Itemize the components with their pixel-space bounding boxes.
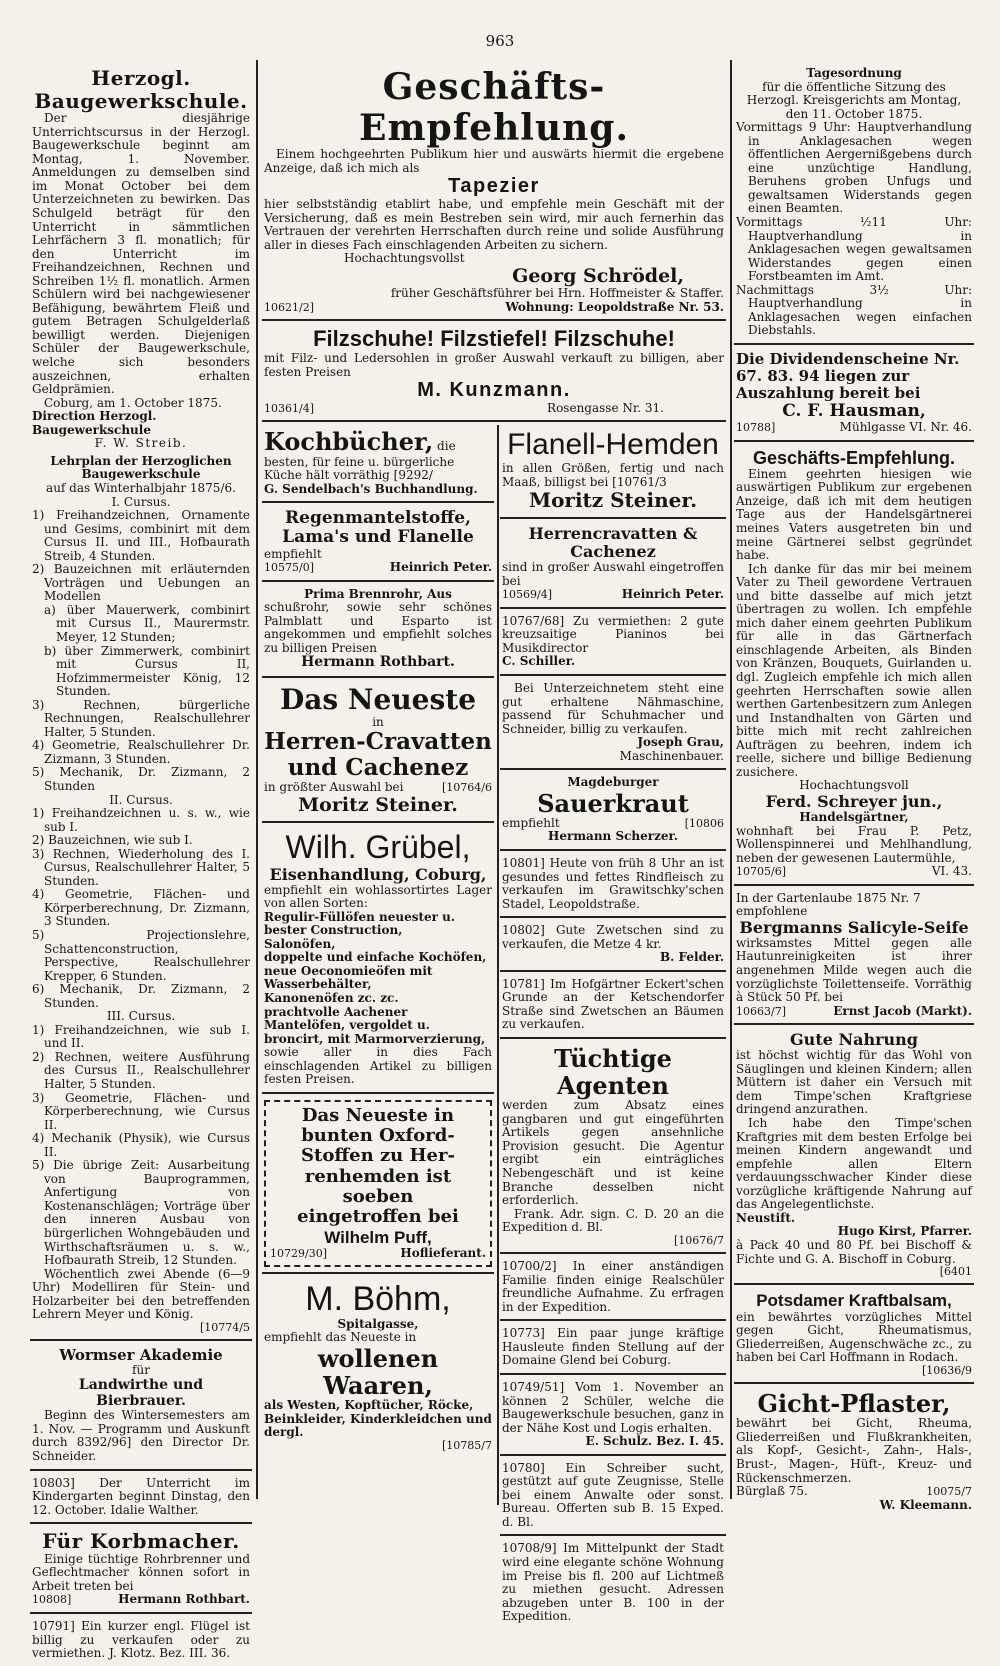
ad-title: Geschäfts-Empfehlung.	[752, 447, 956, 468]
ad-footer	[736, 421, 972, 435]
list-item: 2) Bauzeichnen mit erläuternden Vorträgen und Uebungen an Modellen	[32, 562, 250, 604]
ad-name: Hermann Rothbart.	[301, 654, 455, 671]
ad-text: sind in großer Auswahl eingetroffen bei	[502, 560, 724, 588]
ad-name: Joseph Grau,	[637, 735, 724, 750]
ad-title: Wilh. Grübel,	[285, 829, 471, 866]
ad-line: Das Neueste in	[301, 1104, 455, 1126]
ad-title: Sauerkraut	[537, 788, 689, 818]
ad-subtitle: Eisenhandlung, Coburg,	[269, 864, 487, 884]
ad-text: 10773] Ein paar junge kräftige Hausleute finden Stellung auf der Domaine Glend bei Coburg.	[502, 1326, 724, 1368]
ad-text: Bei Unterzeichnetem steht eine gut erhaltene Nähmaschine, passend für Schuhmacher und Schneider, billig zu verkaufen.	[502, 680, 724, 736]
list-item: 5) Die übrige Zeit: Ausarbeitung von Bauprogrammen, Anfertigung von Kostenanschlägen; Vorträge über den inneren Ausbau von bürgerlichen Wohngebäuden und Wirthschaftsräumen u. s. w., Hofbaurath Streib, 12 Stunden.	[32, 1158, 250, 1268]
ad-text: 10780] Ein Schreiber sucht, gestützt auf gute Zeugnisse, Stelle bei einem Anwalte oder sonst. Bureau. Offerten sub B. 15 Exped. d. Bl.	[502, 1460, 724, 1529]
ad-text: bewährt bei Gicht, Rheuma, Gliederreißen und Flußkrankheiten, als Kopf-, Gesicht-, Zahn-, Hals-, Brust-, Magen-, Hüft-, Kreuz- und Rückenschmerzen.	[736, 1416, 972, 1485]
ad-wohnung	[500, 1539, 726, 1628]
ad-name: Ernst Jacob (Markt).	[833, 1003, 972, 1018]
ad-code: 10075/7	[926, 1485, 972, 1499]
ad-footer	[736, 865, 972, 879]
ad-text: für die öffentliche Sitzung des Herzogl. Kreisgerichts am Montag, den 11. October 1875.	[746, 79, 962, 121]
ad-text: 10801] Heute von früh 8 Uhr an ist gesundes und fettes Rindfleisch zu verkaufen im Grawitschky'schen Stadel, Leopoldstraße.	[502, 856, 724, 911]
ad-title: Regenmantelstoffe, Lama's und Flanelle	[282, 508, 474, 548]
ad-name: C. F. Hausman,	[782, 400, 926, 421]
ad-text: 10700/2] In einer anständigen Familie finden einige Realschüler freundliche Aufnahme. Zu erfragen in der Expedition.	[502, 1259, 724, 1314]
middle-subcolumns	[262, 425, 726, 1624]
address: VI. 43.	[931, 864, 972, 879]
column-middle	[262, 64, 726, 1624]
ad-text: Der diesjährige Unterrichtscursus in der Herzogl. Baugewerkschule beginnt am Montag, 1. November. Anmeldungen zu demselben sind im Monat October bei dem Unterzeichneten zu bewirken. Das Schulgeld beträgt für den Unterricht in sämmtlichen Lehrfächern 3 fl. monatlich; für den Unterricht im Freihandzeichnen, Rechnen und Schreiben 1½ fl. monatlich. Armen Schülern wird bei nachgewiesener Befähigung, bewährtem Fleiß und gutem Betragen Schulgelderlaß bewilligt werden. Diejenigen Schüler der Baugewerkschule, welche sich besonders auszeichnen, erhalten Geldprämien.	[32, 111, 250, 397]
ad-line: Magdeburger	[567, 775, 659, 790]
ad-gruebel	[262, 826, 494, 1093]
ad-subtitle: Spitalgasse,	[337, 1316, 419, 1331]
course-heading: II. Cursus.	[109, 792, 173, 807]
ad-name: Moritz Steiner.	[298, 793, 458, 816]
address: Rosengasse Nr. 31.	[547, 400, 664, 415]
column-rule	[256, 60, 258, 1499]
course-1-list	[32, 509, 250, 793]
ad-name: G. Sendelbach's Buchhandlung.	[264, 481, 478, 496]
ad-brennrohr	[262, 585, 494, 679]
address: Bürglaß 75.	[736, 1484, 808, 1499]
ad-footer	[32, 1593, 250, 1607]
ad-das-neueste-cravatten	[262, 681, 494, 823]
ad-text: in größter Auswahl bei	[264, 780, 404, 795]
ad-subtitle: Herren-Cravatten	[264, 728, 492, 756]
ad-text: 10767/68] Zu vermiethen: 2 gute kreuzsaitige Pianinos bei Musikdirector	[502, 613, 724, 655]
ad-footer	[736, 1005, 972, 1019]
course-2-list	[32, 807, 250, 1010]
list-item: 5) Projectionslehre, Schattenconstruction, Perspective, Realschullehrer Krepper, 6 Stunden.	[32, 928, 250, 983]
list-item: 1) Freihandzeichnen u. s. w., wie sub I.	[32, 806, 250, 834]
signature: Direction Herzogl. Baugewerkschule	[32, 409, 157, 437]
ad-gicht-pflaster	[734, 1387, 974, 1517]
ad-code: 10621/2]	[264, 300, 314, 314]
ad-title: Filzschuhe! Filzstiefel! Filzschuhe!	[313, 326, 675, 352]
ad-title: Herzogl. Baugewerkschule.	[34, 66, 248, 113]
ad-big: wollenen Waaren,	[317, 1344, 439, 1401]
ad-footer	[264, 781, 492, 795]
ad-text: hier selbstständig etablirt habe, und empfehle mein Geschäft mit der Versicherung, daß es mein Bestreben sein wird, mir auch fernerhin das Vertrauen der verehrten Herrschaften durch reine und solide Ausführung aller in dieses Fach einschlagenden Arbeiten zu sichern.	[264, 197, 724, 252]
list-item: 4) Geometrie, Flächen- und Körperberechnung, Dr. Zizmann, 3 Stunden.	[32, 887, 250, 929]
ad-text: ist höchst wichtig für das Wohl von Säuglingen und kleinen Kindern; allen Müttern ist daher ein Versuch mit dem Timpe'schen Kraftgriese dringend anzurathen.	[736, 1048, 972, 1117]
ad-text: Einem hochgeehrten Publikum hier und auswärts hiermit die ergebene Anzeige, daß ich mich als	[264, 147, 724, 175]
ad-name: E. Schulz. Bez. I. 45.	[585, 1434, 724, 1449]
ad-title: Für Korbmacher.	[42, 1529, 240, 1554]
list-item: Vormittags 9 Uhr: Hauptverhandlung in Anklagesachen wegen öffentlichen Aergernißgebens durch eine unzüchtige Handlung, Beruhens groben Unfugs und gewaltsamen Widerstands gegen einen Beamten.	[736, 120, 972, 216]
ad-title: Das Neueste	[279, 683, 477, 717]
list-item: doppelte und einfache Kochöfen, neue Oeconomieöfen mit Wasserbehälter,	[264, 950, 487, 992]
ad-fluegel	[30, 1617, 252, 1666]
list-item: Kanonenöfen zc. zc.	[264, 990, 399, 1005]
ad-code: [10764/6	[442, 781, 492, 795]
ad-title: Gicht-Pflaster,	[757, 1389, 951, 1419]
ad-text: Einige tüchtige Rohrbrenner und Geflechtmacher können sofort in Arbeit treten bei	[32, 1551, 250, 1593]
ad-text: Frank. Adr. sign. C. D. 20 an die Expedition d. Bl.	[502, 1206, 724, 1235]
ad-boehm	[262, 1277, 494, 1458]
ad-sauerkraut	[500, 773, 726, 851]
ad-oxford	[262, 1097, 494, 1274]
ad-text: In der Gartenlaube 1875 Nr. 7 empfohlene	[736, 890, 921, 919]
ad-footer	[270, 1247, 486, 1261]
ad-potsdamer	[734, 1288, 974, 1384]
address: Wohnung: Leopoldstraße Nr. 53.	[505, 299, 724, 314]
ad-title: Geschäfts-Empfehlung.	[359, 66, 629, 149]
ad-name: C. Schiller.	[502, 654, 576, 669]
ad-code: 10705/6]	[736, 865, 786, 879]
ad-code: [10636/9	[922, 1363, 972, 1377]
ad-schueler	[500, 1378, 726, 1456]
ad-subtitle: und Cachenez	[287, 754, 469, 782]
ad-text: als Westen, Kopftücher, Röcke, Beinkleider, Kinderkleidchen und dergl.	[264, 1398, 492, 1440]
ad-footer	[264, 402, 724, 416]
ad-text: 10708/9] Im Mittelpunkt der Stadt wird eine elegante schöne Wohnung im Preise bis fl. 200 auf Lichtmeß zu miethen gesucht. Adressen abzugeben unter B. 100 in der Expedition.	[502, 1541, 724, 1624]
ad-text: Einem geehrten hiesigen wie auswärtigen Publikum zur ergebenen Anzeige, daß ich mit dem heutigen Tage aus der Handelsgärtnerei meines Vaters ausgetreten bin und meine Gärtnerei selbst gegründet habe.	[736, 466, 972, 563]
ad-text: Wöchentlich zwei Abende (6—9 Uhr) Modelliren für Stein- und Holzarbeiter bei den betreffenden Lehrern Meyer und König.	[32, 1266, 250, 1322]
ad-text: früher Geschäftsführer bei Hrn. Hoffmeister & Staffer.	[390, 286, 724, 301]
ad-text: Beginn des Wintersemesters am 1. Nov. — Programm und Auskunft durch 8392/96] den Director Dr. Schneider.	[32, 1408, 250, 1464]
ad-hausleute	[500, 1324, 726, 1375]
ad-code: 10729/30]	[270, 1246, 327, 1260]
ad-trade: Maschinenbauer.	[619, 748, 724, 763]
ad-regenmantel	[262, 506, 494, 582]
ad-title: Gute Nahrung	[790, 1030, 918, 1050]
ad-line: Stoffen zu Her-	[301, 1145, 455, 1167]
course-3-list	[32, 1024, 250, 1268]
ad-code: 10808]	[32, 1593, 72, 1607]
ad-trade: Handelsgärtner,	[799, 810, 909, 825]
ad-kindergarten	[30, 1474, 252, 1525]
ad-name: Hermann Rothbart.	[118, 1592, 250, 1607]
ad-title: M. Böhm,	[305, 1279, 451, 1318]
ad-name: M. Kunzmann.	[417, 379, 571, 402]
ad-title: Kochbücher,	[264, 427, 434, 457]
ad-name: B. Felder.	[660, 950, 724, 965]
list-item: 1) Freihandzeichnen, wie sub I. und II.	[32, 1022, 250, 1051]
ad-tagesordnung	[734, 64, 974, 345]
ad-text: sowie aller in dies Fach einschlagenden Artikel zu billigen festen Preisen.	[264, 1045, 492, 1087]
ad-herrencravatten	[500, 522, 726, 609]
ad-text: 10802] Gute Zwetschen sind zu verkaufen, die Metze 4 kr.	[502, 923, 724, 951]
column-right	[734, 64, 974, 1512]
ad-text: empfiehlt ein wohlassortirtes Lager von allen Sorten:	[264, 882, 492, 911]
list-item: b) über Zimmerwerk, combinirt mit Cursus II, Hofzimmermeister König, 12 Stunden.	[44, 643, 250, 699]
ad-name: Moritz Steiner.	[528, 488, 698, 513]
ad-code: 10361/4]	[264, 401, 314, 415]
ad-title: Tagesordnung	[806, 66, 902, 80]
ad-title: Prima Brennrohr, Aus	[304, 586, 452, 601]
column-middle-right	[500, 425, 726, 1624]
ad-text: ein bewährtes vorzügliches Mittel gegen Gicht, Rheumatismus, Gliederreißen, Augenschwäche zc., zu haben bei Carl Hoffmann in Rodach.	[736, 1309, 972, 1365]
ad-title: Herrencravatten & Cachenez	[528, 524, 698, 562]
ad-text: empfiehlt	[264, 546, 322, 561]
course-heading: III. Cursus.	[106, 1009, 176, 1024]
list-item: 3) Rechnen, bürgerliche Rechnungen, Realschullehrer Halter, 5 Stunden.	[32, 697, 250, 739]
ad-title: Potsdamer Kraftbalsam,	[756, 1291, 952, 1311]
ad-text: empfiehlt	[502, 815, 560, 830]
list-item: Vormittags ½11 Uhr: Hauptverhandlung in Anklagesachen wegen gewaltsamen Widerstandes gegen einen Forstbeamten im Amt.	[736, 215, 972, 284]
ad-title: Wormser Akademie	[59, 1346, 223, 1365]
list-item: a) über Mauerwerk, combinirt mit Cursus II., Maurermstr. Meyer, 12 Stunden;	[44, 602, 250, 644]
ad-text: für	[132, 1363, 150, 1378]
ad-line: bunten Oxford-	[301, 1125, 455, 1147]
ad-text: 10781] Im Hofgärtner Eckert'schen Grunde an der Ketschendorfer Straße sind Zwetschen an Bäumen zu verkaufen.	[502, 976, 724, 1032]
ad-salicyl-seife	[734, 889, 974, 1025]
ad-gute-nahrung	[734, 1028, 974, 1285]
ad-wormser-akademie	[30, 1344, 252, 1470]
list-item: Nachmittags 3½ Uhr: Hauptverhandlung in Anklagesachen wegen einfachen Diebstahls.	[736, 282, 972, 338]
list-item: 5) Mechanik, Dr. Zizmann, 2 Stunden	[32, 765, 250, 793]
ad-realschueler	[500, 1257, 726, 1321]
course-heading: I. Cursus.	[111, 494, 171, 509]
ad-footer	[264, 301, 724, 315]
ad-name: Hugo Kirst, Pfarrer.	[837, 1224, 972, 1239]
ad-code: 10663/7]	[736, 1004, 786, 1018]
list-item: 4) Geometrie, Realschullehrer Dr. Zizmann, 3 Stunden.	[32, 738, 250, 766]
list-item: 6) Mechanik, Dr. Zizmann, 2 Stunden.	[32, 982, 250, 1010]
column-middle-left	[262, 425, 494, 1505]
ad-place: Neustift.	[736, 1210, 796, 1225]
ad-code: [6401	[939, 1265, 972, 1279]
ad-text: Ich habe den Timpe'schen Kraftgries mit dem besten Erfolge bei meinen Kindern angewandt und empfehle allen Eltern verdauungsschwacher Kinder diese vorzügliche kräftigende Nahrung auf das Angelegentlichste.	[736, 1116, 972, 1212]
column-rule	[730, 60, 732, 1499]
ad-line: renhemden ist soeben	[304, 1165, 452, 1208]
ad-text: empfiehlt das Neueste in	[264, 1330, 417, 1345]
ad-geschaefts-empfehlung	[262, 64, 726, 321]
ad-text: 10791] Ein kurzer engl. Flügel ist billig zu verkaufen oder zu vermiethen. J. Klotz. Bez. III. 36.	[32, 1619, 250, 1661]
ad-text: à Pack 40 und 80 Pf. bei Bischoff & Fichte und G. A. Bischoff in Coburg.	[736, 1237, 972, 1266]
ad-code: [10676/7	[674, 1233, 724, 1247]
ad-name: Hermann Scherzer.	[548, 829, 678, 844]
oxford-box	[264, 1100, 492, 1267]
ad-zwetschen	[500, 921, 726, 972]
ad-name: W. Kleemann.	[879, 1497, 972, 1512]
ad-rindfleisch	[500, 854, 726, 918]
ad-baugewerkschule	[30, 64, 252, 1341]
ad-footer	[502, 588, 724, 602]
ad-agenten	[500, 1042, 726, 1254]
ad-code: 10575/0]	[264, 561, 314, 575]
column-left	[30, 64, 252, 1661]
ad-code: 10788]	[736, 420, 776, 434]
list-item: prachtvolle Aachener Mantelöfen, vergoldet u. broncirt, mit Marmorverzierung,	[264, 1004, 486, 1046]
list-item: 4) Mechanik (Physik), wie Cursus II.	[32, 1131, 250, 1159]
ad-korbmacher	[30, 1527, 252, 1614]
ad-pianinos	[500, 612, 726, 676]
ad-name: Wilhelm Puff,	[324, 1227, 432, 1247]
dateline: Coburg, am 1. October 1875.	[44, 395, 222, 410]
address: Mühlgasse VI. Nr. 46.	[839, 419, 972, 434]
list-item: 3) Rechnen, Wiederholung des I. Cursus, Realschullehrer Halter, 5 Stunden.	[32, 846, 250, 888]
ad-footer	[264, 561, 492, 575]
lehrplan-subtitle: auf das Winterhalbjahr 1875/6.	[46, 480, 236, 495]
ad-firm: Hoflieferant.	[400, 1245, 486, 1260]
ad-name: Georg Schrödel,	[512, 264, 684, 287]
ad-naehmaschine	[500, 679, 726, 770]
ad-filzschuhe	[262, 324, 726, 422]
ad-text: Die Dividendenscheine Nr. 67. 83. 94 liegen zur Auszahlung bereit bei	[736, 349, 960, 402]
address: wohnhaft bei Frau P. Petz, Wollenspinnerei und Mehlhandlung, neben der gewesenen Lautermühle,	[736, 823, 972, 865]
ad-text: in allen Größen, fertig und nach Maaß, billigst bei [10761/3	[502, 461, 724, 489]
ad-code: [10806	[684, 816, 724, 830]
ad-text: wirksamstes Mittel gegen alle Hautunreinigkeiten ist ihrer angenehmen Milde wegen auch die vorzüglichste Toilettenseife. Vorräthig à Stück 50 Pf. bei	[736, 935, 972, 1005]
ad-text: 10749/51] Vom 1. November an können 2 Schüler, welche die Baugewerkschule besuchen, ganz in der Nähe Kost und Logis erhalten.	[502, 1379, 724, 1435]
ad-flanell	[500, 425, 726, 519]
ad-title: Bergmanns Salicyle-Seife	[739, 917, 969, 937]
ad-title: Tüchtige Agenten	[554, 1044, 672, 1101]
ad-subtitle: Landwirthe und Bierbrauer.	[78, 1376, 204, 1409]
ad-text	[264, 428, 492, 482]
ad-line: eingetroffen bei	[297, 1206, 459, 1228]
column-rule	[497, 425, 499, 1505]
ad-text: mit Filz- und Ledersohlen in großer Auswahl verkauft zu billigen, aber festen Preisen	[264, 351, 724, 379]
ad-code: [10774/5	[200, 1320, 250, 1334]
ad-code: [10785/7	[442, 1438, 492, 1452]
ad-text: in	[372, 714, 384, 729]
ad-title: Flanell-Hemden	[507, 428, 719, 462]
ad-dividenden	[734, 348, 974, 442]
ad-text: schußrohr, sowie sehr schönes Palmblatt und Esparto ist angekommen und empfiehlt solches zu billigen Preisen	[264, 600, 492, 655]
list-item: 3) Geometrie, Flächen- und Körperberechnung, wie Cursus II.	[32, 1090, 250, 1132]
greeting: Hochachtungsvoll	[799, 778, 909, 793]
list-item: 2) Rechnen, weitere Ausführung des Cursus II., Realschullehrer Halter, 5 Stunden.	[32, 1049, 250, 1092]
ad-hofgaertner	[500, 975, 726, 1039]
ad-kochbuecher	[262, 425, 494, 503]
ad-name: Heinrich Peter.	[621, 587, 724, 602]
ad-name: Ferd. Schreyer jun.,	[765, 791, 943, 811]
ad-footer	[736, 1485, 972, 1499]
ad-schreiber	[500, 1459, 726, 1537]
ad-text: Ich danke für das mir bei meinem Vater zu Theil gewordene Vertrauen und bitte dasselbe auf mich jetzt übertragen zu wollen. Ich empfehle mich daher einem geehrten Publikum für alle in das Gärtnerfach einschlagende Arbeiten, als Binden von Kränzen, Bouquets, Guirlanden u. dgl. Zugleich empfehle ich mich allen geehrten Herrschaften sowie allen werthen Gartenbesitzern zum Anlegen und Instandhalten von Gärten und bitte mich mit recht zahlreichen Aufträgen zu beehren, indem ich reelle, sichere und billige Bedienung zusichere.	[736, 561, 972, 779]
ad-footer	[502, 817, 724, 831]
list-item: 1) Freihandzeichnen, Ornamente und Gesims, combinirt mit dem Cursus II. und III., Hofbaurath Streib, 4 Stunden.	[32, 508, 250, 563]
page-number: 963	[485, 32, 515, 50]
ad-text: die besten, für feine u. bürgerliche Küche hält vorräthig [9292/	[264, 439, 456, 483]
list-item: 2) Bauzeichnen, wie sub I.	[32, 833, 193, 848]
greeting: Hochachtungsvollst	[344, 251, 465, 266]
lehrplan-title: Lehrplan der Herzoglichen Baugewerkschule	[50, 453, 232, 482]
ad-name: Heinrich Peter.	[389, 560, 492, 575]
list-item: Salonöfen,	[264, 936, 336, 951]
ad-code: 10569/4]	[502, 588, 552, 602]
list-item: Regulir-Füllöfen neuester u. bester Construction,	[264, 909, 456, 938]
ad-text: werden zum Absatz eines gangbaren und gut eingeführten Artikels gegen ansehnliche Provision gesucht. Die Agentur ergibt ein einträgliches Nebengeschäft und ist keine Branche desselben nicht erforderlich.	[502, 1098, 724, 1208]
ad-trade: Tapezier	[448, 175, 540, 198]
ad-text: 10803] Der Unterricht im Kindergarten beginnt Dinstag, den 12. October. Idalie Walther.	[32, 1475, 250, 1517]
signer: F. W. Streib.	[94, 436, 188, 451]
ad-schreyer	[734, 445, 974, 886]
